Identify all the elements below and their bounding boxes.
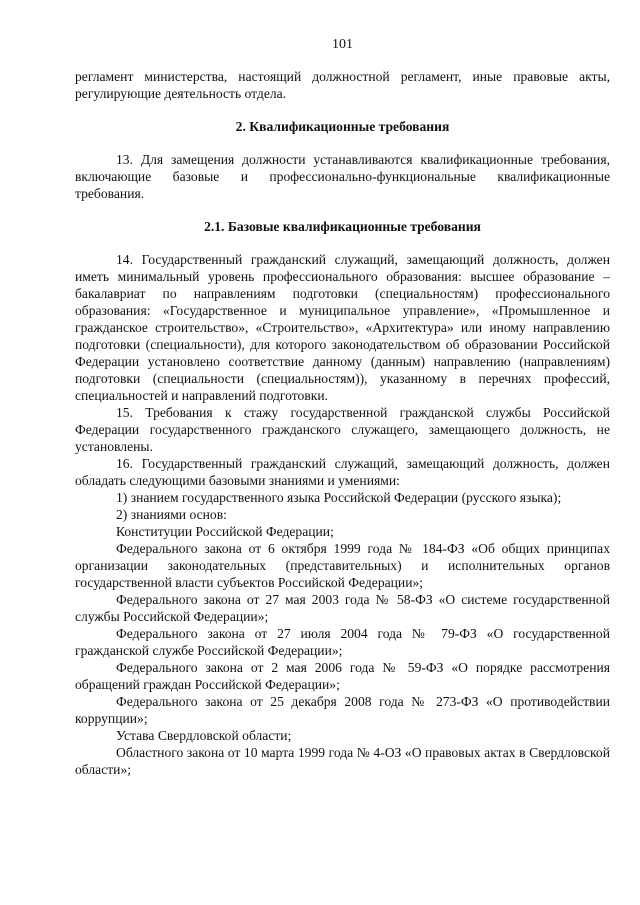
paragraph-13: 13. Для замещения должности устанавливаются квалификационные требования, включающие базовые и профессионально-функциональные квалификационные требования. xyxy=(75,152,610,201)
page-number: 101 xyxy=(332,37,353,52)
section-2-1-heading: 2.1. Базовые квалификационные требования xyxy=(204,219,481,234)
list-item: Областного закона от 10 марта 1999 года № 4-ОЗ «О правовых актах в Свердловской области»; xyxy=(75,745,610,777)
list-item: Федерального закона от 27 мая 2003 года № 58-ФЗ «О системе государственной службы Российской Федерации»; xyxy=(75,592,610,624)
list-item: 2) знаниями основ: xyxy=(116,507,227,522)
section-2-heading: 2. Квалификационные требования xyxy=(235,119,450,134)
list-item: 1) знанием государственного языка Российской Федерации (русского языка); xyxy=(116,490,562,505)
paragraph-15: 15. Требования к стажу государственной гражданской службы Российской Федерации государственного гражданского служащего, замещающего должность, не установлены. xyxy=(75,405,610,454)
list-item: Устава Свердловской области; xyxy=(116,728,292,743)
list-item: Федерального закона от 6 октября 1999 года № 184-ФЗ «Об общих принципах организации законодательных (представительных) и исполнительных органов государственной власти субъектов Российской Федерации»; xyxy=(75,541,610,590)
list-item: Федерального закона от 2 мая 2006 года № 59-ФЗ «О порядке рассмотрения обращений граждан Российской Федерации»; xyxy=(75,660,610,692)
paragraph-14: 14. Государственный гражданский служащий, замещающий должность, должен иметь минимальный уровень профессионального образования: высшее образование – бакалавриат по направлениям подготовки (специальностям) профессионального образования: «Государственное и муниципальное управление», «Промышленное и гражданское строительство», «Строительство», «Архитектура» или иному направлению подготовки (специальности), для которого законодательством об образовании Российской Федерации установлено соответствие данному (данным) направлению (направлениям) подготовки (специальности (специальностям)), указанному в перечнях профессий, специальностей и направлений подготовки. xyxy=(75,252,610,403)
list-item: Федерального закона от 25 декабря 2008 года № 273-ФЗ «О противодействии коррупции»; xyxy=(75,694,610,726)
intro-paragraph: регламент министерства, настоящий должностной регламент, иные правовые акты, регулирующие деятельность отдела. xyxy=(75,69,610,101)
paragraph-16: 16. Государственный гражданский служащий, замещающий должность, должен обладать следующими базовыми знаниями и умениями: xyxy=(75,456,610,488)
list-item: Конституции Российской Федерации; xyxy=(116,524,334,539)
list-item: Федерального закона от 27 июля 2004 года № 79-ФЗ «О государственной гражданской службе Российской Федерации»; xyxy=(75,626,610,658)
document-page xyxy=(75,36,610,778)
